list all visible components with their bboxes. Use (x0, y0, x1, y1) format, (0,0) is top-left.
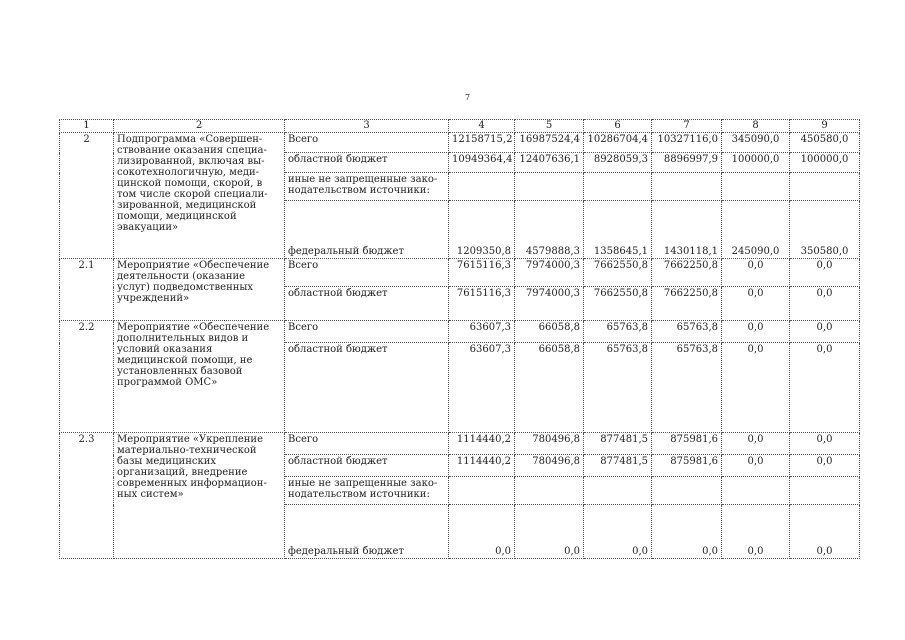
value-cell: 8928059,3 (584, 153, 652, 173)
value-cell: 0,0 (790, 259, 860, 287)
value-cell: 66058,8 (515, 321, 584, 343)
value-cell: 0,0 (790, 455, 860, 477)
value-cell: 1430118,1 (652, 201, 722, 259)
value-cell: 450580,0 (790, 133, 860, 153)
value-cell (515, 173, 584, 201)
table-row (60, 259, 860, 287)
funding-source: областной бюджет (285, 455, 449, 477)
value-cell (722, 173, 790, 201)
value-cell (722, 477, 790, 505)
value-cell (652, 477, 722, 505)
value-cell: 7615116,3 (449, 287, 515, 321)
value-cell: 0,0 (722, 455, 790, 477)
funding-source: областной бюджет (285, 153, 449, 173)
value-cell: 877481,5 (584, 433, 652, 455)
value-cell: 0,0 (790, 505, 860, 559)
budget-table (59, 119, 860, 559)
value-cell: 65763,8 (652, 343, 722, 433)
value-cell: 1114440,2 (449, 433, 515, 455)
value-cell: 780496,8 (515, 455, 584, 477)
value-cell: 0,0 (790, 433, 860, 455)
table-row (60, 133, 860, 153)
value-cell: 0,0 (722, 321, 790, 343)
value-cell: 0,0 (584, 505, 652, 559)
row-number: 2.2 (60, 321, 114, 433)
value-cell: 65763,8 (652, 321, 722, 343)
page-number: 7 (465, 93, 471, 102)
column-header: 6 (584, 120, 652, 133)
column-header: 7 (652, 120, 722, 133)
value-cell: 0,0 (652, 505, 722, 559)
funding-source: иные не запрещенные зако-нодательством источники: (285, 477, 449, 505)
value-cell: 100000,0 (722, 153, 790, 173)
column-header: 4 (449, 120, 515, 133)
value-cell: 350580,0 (790, 201, 860, 259)
value-cell: 63607,3 (449, 321, 515, 343)
value-cell: 1209350,8 (449, 201, 515, 259)
value-cell: 0,0 (790, 343, 860, 433)
row-number: 2 (60, 133, 114, 259)
funding-source: областной бюджет (285, 343, 449, 433)
value-cell: 1114440,2 (449, 455, 515, 477)
column-header: 3 (285, 120, 449, 133)
value-cell (790, 477, 860, 505)
value-cell: 875981,6 (652, 455, 722, 477)
value-cell: 10286704,4 (584, 133, 652, 153)
value-cell: 0,0 (722, 343, 790, 433)
column-header: 9 (790, 120, 860, 133)
value-cell: 66058,8 (515, 343, 584, 433)
value-cell: 0,0 (722, 259, 790, 287)
value-cell: 875981,6 (652, 433, 722, 455)
funding-source: областной бюджет (285, 287, 449, 321)
column-header: 8 (722, 120, 790, 133)
funding-source: Всего (285, 259, 449, 287)
program-name: Мероприятие «Укрепление материально-технической базы медицинских организаций, внедрение современных информацион-ных систем» (114, 433, 285, 559)
value-cell: 12158715,2 (449, 133, 515, 153)
value-cell: 12407636,1 (515, 153, 584, 173)
value-cell (584, 173, 652, 201)
funding-source: Всего (285, 321, 449, 343)
value-cell: 0,0 (449, 505, 515, 559)
value-cell: 7974000,3 (515, 259, 584, 287)
program-name: Мероприятие «Обеспечение дополнительных видов и условий оказания медицинской помощи, не установленных базовой программой ОМС» (114, 321, 285, 433)
table-row (60, 433, 860, 455)
column-header: 2 (114, 120, 285, 133)
value-cell: 0,0 (722, 287, 790, 321)
value-cell: 0,0 (790, 321, 860, 343)
value-cell: 8896997,9 (652, 153, 722, 173)
value-cell (584, 477, 652, 505)
value-cell: 877481,5 (584, 455, 652, 477)
value-cell: 0,0 (722, 433, 790, 455)
value-cell: 7662550,8 (584, 287, 652, 321)
value-cell: 4579888,3 (515, 201, 584, 259)
value-cell: 100000,0 (790, 153, 860, 173)
header-row (60, 120, 860, 133)
funding-source: Всего (285, 433, 449, 455)
value-cell: 7974000,3 (515, 287, 584, 321)
value-cell: 245090,0 (722, 201, 790, 259)
value-cell: 7662250,8 (652, 287, 722, 321)
value-cell: 10949364,4 (449, 153, 515, 173)
value-cell: 7662250,8 (652, 259, 722, 287)
value-cell: 1358645,1 (584, 201, 652, 259)
value-cell (652, 173, 722, 201)
value-cell: 10327116,0 (652, 133, 722, 153)
funding-source: Всего (285, 133, 449, 153)
funding-source: федеральный бюджет (285, 505, 449, 559)
value-cell (449, 477, 515, 505)
value-cell: 16987524,4 (515, 133, 584, 153)
program-name: Подпрограмма «Совершен-ствование оказания специа-лизированной, включая вы-сокотехнологичную, меди-цинской помощи, скорой, в том числе скорой специали-зированной, медицинской помощи, медицинской эвакуации» (114, 133, 285, 259)
value-cell: 65763,8 (584, 321, 652, 343)
value-cell (449, 173, 515, 201)
value-cell: 0,0 (515, 505, 584, 559)
row-number: 2.3 (60, 433, 114, 559)
value-cell: 780496,8 (515, 433, 584, 455)
row-number: 2.1 (60, 259, 114, 321)
value-cell: 345090,0 (722, 133, 790, 153)
value-cell: 0,0 (790, 287, 860, 321)
funding-source: иные не запрещенные зако-нодательством источники: (285, 173, 449, 201)
value-cell: 63607,3 (449, 343, 515, 433)
column-header: 1 (60, 120, 114, 133)
value-cell: 0,0 (722, 505, 790, 559)
program-name: Мероприятие «Обеспечение деятельности (оказание услуг) подведомственных учреждений» (114, 259, 285, 321)
column-header: 5 (515, 120, 584, 133)
value-cell: 7615116,3 (449, 259, 515, 287)
value-cell (515, 477, 584, 505)
value-cell: 65763,8 (584, 343, 652, 433)
table-row (60, 321, 860, 343)
funding-source: федеральный бюджет (285, 201, 449, 259)
value-cell (790, 173, 860, 201)
value-cell: 7662550,8 (584, 259, 652, 287)
